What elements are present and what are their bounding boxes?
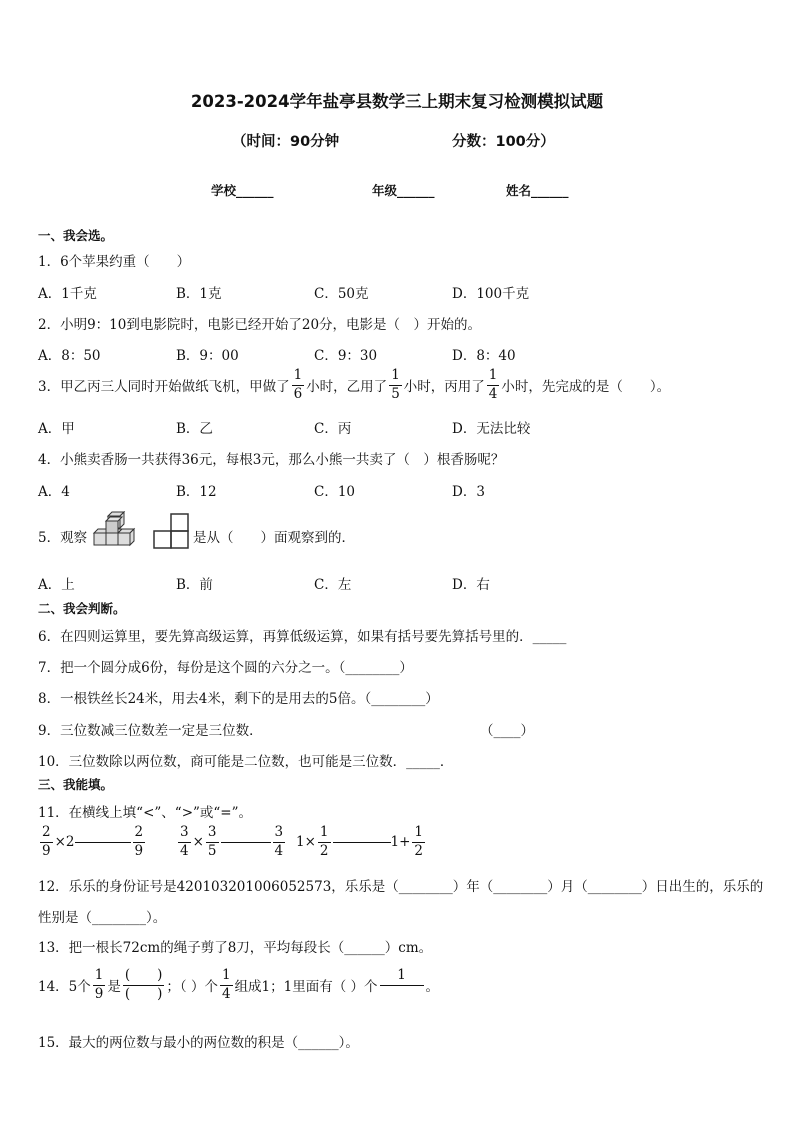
q14-text-5: 。 xyxy=(425,979,440,995)
q5-text-2: 是从（ ）面观察到的． xyxy=(193,530,355,546)
q2-option-d: D．8：40 xyxy=(452,348,516,364)
q3-option-b: B．乙 xyxy=(176,421,213,437)
exam-time: （时间：90分钟 xyxy=(232,134,340,150)
q5-option-c: C．左 xyxy=(314,577,352,593)
fraction-1-4-q14: $\frac{1}{4}$ xyxy=(221,967,231,1002)
q3-option-c: C．丙 xyxy=(314,421,352,437)
cube-stack-illustration xyxy=(90,511,146,553)
answer-blank-3[interactable] xyxy=(333,842,391,843)
fraction-1-9: $\frac{1}{9}$ xyxy=(94,967,104,1002)
fraction-1-2-right: $\frac{1}{2}$ xyxy=(414,824,423,859)
section-heading-3: 三、我能填。 xyxy=(38,777,114,792)
exam-score: 分数：100分） xyxy=(452,134,555,150)
q1-option-d: D．100千克 xyxy=(452,286,530,302)
question-14 xyxy=(38,969,439,1001)
q5-option-a: A．上 xyxy=(38,577,75,593)
fraction-3-4-right: $\frac{3}{4}$ xyxy=(274,824,284,859)
fraction-2-9-right: $\frac{2}{9}$ xyxy=(134,824,144,859)
name-field: 姓名______ xyxy=(506,183,569,198)
q5-text-1: 5．观察 xyxy=(38,530,88,546)
q2-option-b: B．9：00 xyxy=(176,348,239,364)
q11-expression-1 xyxy=(38,826,147,858)
answer-blank-1[interactable] xyxy=(75,842,131,843)
question-3 xyxy=(38,369,670,401)
q4-option-d: D．3 xyxy=(452,484,485,500)
times-sign: × xyxy=(192,834,204,850)
fraction-1-blank[interactable]: 1 xyxy=(380,969,424,1001)
school-field: 学校______ xyxy=(211,183,274,198)
question-11: 11．在横线上填“<”、“>”或“=”。 xyxy=(38,805,253,821)
q11-expression-3 xyxy=(296,826,427,858)
q14-text-4: 组成1；1里面有（ ）个 xyxy=(234,979,378,995)
q2-option-a: A．8：50 xyxy=(38,348,101,364)
view-grid-illustration xyxy=(152,512,192,552)
question-2: 2．小明9：10到电影院时，电影已经开始了20分，电影是（ ）开始的。 xyxy=(38,317,482,333)
q1-option-a: A．1千克 xyxy=(38,286,97,302)
q1-option-b: B．1克 xyxy=(176,286,222,302)
q3-text-2: 小时，乙用了 xyxy=(306,379,388,395)
q4-option-c: C．10 xyxy=(314,484,356,500)
question-12: 12．乐乐的身份证号是420103201006052573，乐乐是（________）年（________）月（________）日出生的，乐乐的 xyxy=(38,879,764,895)
one-plus: 1+ xyxy=(390,834,411,850)
q3-option-d: D．无法比较 xyxy=(452,421,531,437)
page-title: 2023-2024学年盐亭县数学三上期末复习检测模拟试题 xyxy=(190,92,604,111)
question-10: 10．三位数除以两位数，商可能是二位数，也可能是三位数．_____． xyxy=(38,754,454,770)
q3-text-4: 小时，先完成的是（ ）。 xyxy=(501,379,671,395)
question-4: 4．小熊卖香肠一共获得36元，每根3元，那么小熊一共卖了（ ）根香肠呢？ xyxy=(38,452,505,468)
q14-text-3: ；（ ）个 xyxy=(166,979,218,995)
q1-option-c: C．50克 xyxy=(314,286,369,302)
q4-option-b: B．12 xyxy=(176,484,217,500)
q3-text-1: 3．甲乙丙三人同时开始做纸飞机，甲做了 xyxy=(38,379,290,395)
question-12-cont: 性别是（________）。 xyxy=(38,910,167,926)
question-8: 8．一根铁丝长24米，用去4米，剩下的是用去的5倍。（________） xyxy=(38,691,439,707)
question-15: 15．最大的两位数与最小的两位数的积是（______）。 xyxy=(38,1035,359,1051)
section-heading-1: 一、我会选。 xyxy=(38,228,114,243)
blank-fraction[interactable]: $\frac{( )}{( )}$ xyxy=(124,967,163,1002)
q4-option-a: A．4 xyxy=(38,484,70,500)
section-heading-2: 二、我会判断。 xyxy=(38,601,126,616)
q14-text-1: 14．5个 xyxy=(38,979,91,995)
fraction-3-5: $\frac{3}{5}$ xyxy=(207,824,217,859)
q11-expression-2 xyxy=(176,826,287,858)
question-13: 13．把一根长72cm的绳子剪了8刀，平均每段长（______）cm。 xyxy=(38,940,433,956)
answer-blank-2[interactable] xyxy=(221,842,271,843)
q14-text-2: 是 xyxy=(107,979,121,995)
q5-option-d: D．右 xyxy=(452,577,490,593)
question-7: 7．把一个圆分成6份，每份是这个圆的六分之一。（________） xyxy=(38,660,413,676)
fraction-2-9: $\frac{2}{9}$ xyxy=(42,824,51,859)
q3-text-3: 小时，丙用了 xyxy=(403,379,485,395)
q5-option-b: B．前 xyxy=(176,577,213,593)
times-two: ×2 xyxy=(54,834,75,850)
q3-option-a: A．甲 xyxy=(38,421,75,437)
fraction-1-6: $\frac{1}{6}$ xyxy=(293,367,303,402)
q9-answer-blank: （____） xyxy=(480,723,534,739)
fraction-1-4: $\frac{1}{4}$ xyxy=(488,367,498,402)
grade-field: 年级______ xyxy=(372,183,435,198)
fraction-1-5: $\frac{1}{5}$ xyxy=(391,367,400,402)
question-6: 6．在四则运算里，要先算高级运算，再算低级运算，如果有括号要先算括号里的．_____ xyxy=(38,629,567,645)
fraction-3-4: $\frac{3}{4}$ xyxy=(180,824,189,859)
question-1: 1．6个苹果约重（ ） xyxy=(38,254,191,270)
one-times: 1× xyxy=(296,834,316,850)
q2-option-c: C．9：30 xyxy=(314,348,378,364)
fraction-1-2: $\frac{1}{2}$ xyxy=(319,824,329,859)
question-9: 9．三位数减三位数差一定是三位数． xyxy=(38,723,263,739)
